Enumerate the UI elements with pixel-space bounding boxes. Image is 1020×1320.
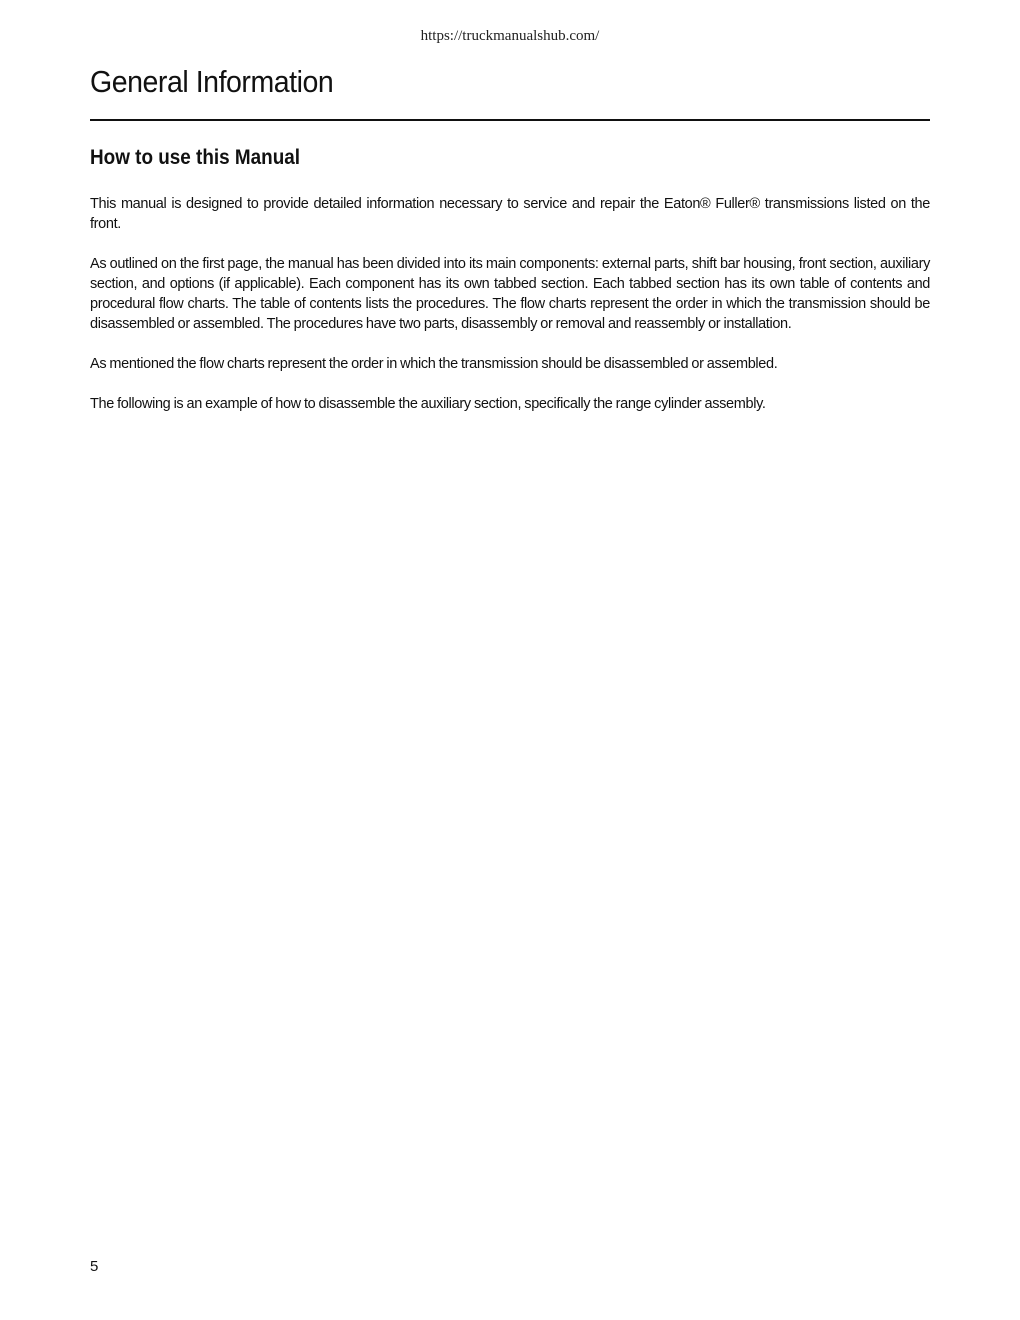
paragraph-example: The following is an example of how to disassemble the auxiliary section, specifically the range cylinder assembly.	[90, 396, 766, 412]
page-number: 5	[90, 1258, 99, 1275]
title-divider	[90, 119, 930, 121]
paragraph-components: As outlined on the first page, the manual has been divided into its main components: external parts, shift bar housing, front section, auxiliary section, and options (if applicable). Each component has its own tabbed section. Each tabbed section has its own table of contents and procedural flow charts. The table of contents lists the procedures. The flow charts represent the order in which the transmission should be disassembled or assembled. The procedures have two parts, disassembly or removal and reassembly or installation.	[90, 256, 930, 332]
body-text	[90, 194, 930, 434]
page-title: General Information	[90, 64, 334, 99]
paragraph-flow-charts: As mentioned the flow charts represent the order in which the transmission should be disassembled or assembled.	[90, 356, 778, 372]
paragraph-intro: This manual is designed to provide detailed information necessary to service and repair the Eaton® Fuller® transmissions listed on the front.	[90, 196, 930, 232]
header-url: https://truckmanualshub.com/	[420, 28, 600, 44]
section-heading: How to use this Manual	[90, 146, 301, 169]
